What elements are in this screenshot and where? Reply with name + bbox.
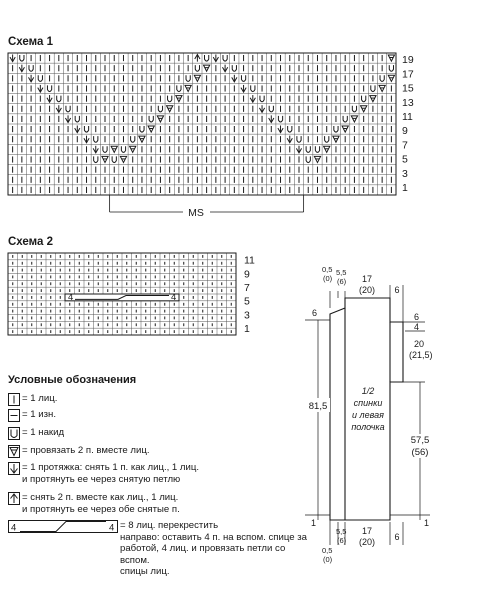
legend-item-text: = провязать 2 п. вместе лиц. <box>22 445 150 456</box>
scheme2-title: Схема 2 <box>8 236 54 248</box>
scheme2-row-label: 11 <box>244 254 255 267</box>
dim-bot-width: 17 <box>361 526 373 536</box>
scheme2-row-label: 9 <box>244 268 250 281</box>
scheme1-row-label: 7 <box>402 139 408 152</box>
dim-length-right: 57,5 <box>410 435 430 446</box>
dim-length-left: 81,5 <box>308 401 328 412</box>
scheme1-row-label: 15 <box>402 82 414 95</box>
scheme1-row-label: 1 <box>402 182 408 195</box>
scheme1-row-label: 9 <box>402 125 408 138</box>
dim-top-width-sub: (20) <box>358 285 376 295</box>
dim-top-width: 17 <box>361 274 373 284</box>
scheme2-row-label: 7 <box>244 281 250 294</box>
garment-outline <box>330 298 403 520</box>
dim-bot-right: 6 <box>394 532 400 542</box>
center-label: спинки <box>353 398 383 408</box>
scheme1-title: Схема 1 <box>8 36 54 48</box>
scheme1-row-label: 5 <box>402 153 408 166</box>
dim-bot-a-sub: (0) <box>323 555 333 564</box>
legend-item-text: = 1 протяжка: снять 1 п. как лиц., 1 лиц. и протянуть ее через снятую петлю <box>22 462 200 485</box>
dim-top-left-a-sub: (0) <box>323 274 333 283</box>
dim-top-left-b-sub: (6) <box>337 277 347 286</box>
dim-sleeve: 20 <box>414 339 425 349</box>
dim-bot-a: 0,5 <box>322 546 333 555</box>
dim-bottom-right: 1 <box>424 518 430 528</box>
dim-left-shoulder: 6 <box>312 308 318 318</box>
scheme2-row-label: 5 <box>244 295 250 308</box>
dim-bot-b-sub: (6) <box>337 536 347 545</box>
dim-right-small-bot: 4 <box>414 322 420 332</box>
scheme2-row-label: 3 <box>244 309 250 322</box>
scheme2-row-label: 1 <box>244 322 250 335</box>
legend-item-text: = 1 изн. <box>22 409 56 420</box>
legend-item-text: = 8 лиц. перекрестить направо: оставить 4 п. на вспом. спице за работой, 4 лиц. и провязать петли со вспом. спицы лиц. <box>120 520 307 577</box>
legend-item-text: = снять 2 п. вместе как лиц., 1 лиц. и протянуть ее через обе снятые п. <box>22 492 180 515</box>
dim-bottom-left: 1 <box>311 518 317 528</box>
scheme1-row-label: 17 <box>402 68 414 81</box>
scheme1-row-label: 3 <box>402 167 408 180</box>
legend-title: Условные обозначения <box>8 374 137 386</box>
cable-label-left: 4 <box>68 291 74 303</box>
dim-bot-b: 5,5 <box>336 527 347 536</box>
scheme1-row-label: 19 <box>402 54 414 67</box>
dim-top-right: 6 <box>394 285 400 295</box>
legend-item-text: = 1 лиц. <box>22 393 58 404</box>
repeat-label: MS <box>188 207 204 219</box>
scheme1-row-label: 13 <box>402 96 414 109</box>
cable-legend-right: 4 <box>109 522 115 533</box>
center-label: и левая <box>352 410 384 420</box>
dim-bot-width-sub: (20) <box>358 537 376 547</box>
center-label: полочка <box>351 422 385 432</box>
dim-top-left-b: 5,5 <box>336 268 347 277</box>
center-label: 1/2 <box>361 386 375 396</box>
cable-label-right: 4 <box>171 291 177 303</box>
dim-top-left-a: 0,5 <box>322 265 333 274</box>
cable-legend-left: 4 <box>11 522 17 533</box>
dim-length-right-sub: (56) <box>411 447 429 458</box>
legend-item-text: = 1 накид <box>22 427 65 438</box>
dim-sleeve-sub: (21,5) <box>409 350 433 360</box>
scheme1-row-label: 11 <box>402 111 413 124</box>
dim-right-small-top: 6 <box>414 312 420 322</box>
